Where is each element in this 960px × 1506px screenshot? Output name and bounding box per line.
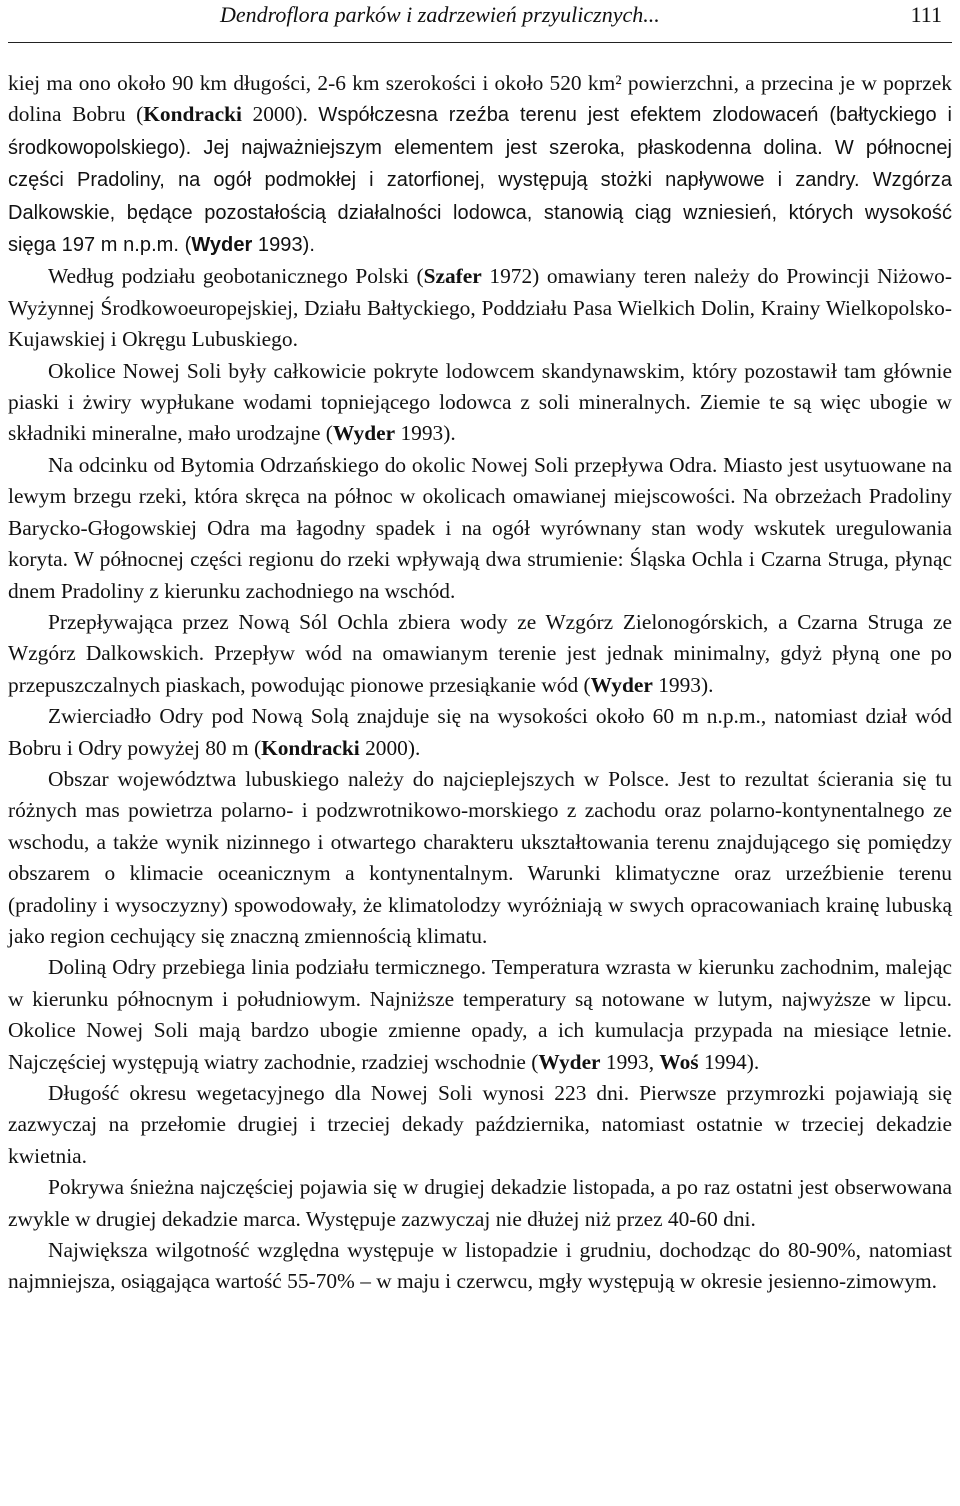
paragraph-p7	[8, 764, 952, 952]
text-run: Okolice Nowej Soli były całkowicie pokryte lodowcem skandynawskim, który pozostawił tam głównie piaski i żwiry wypłukane wodami topniejącego lodowca z soli mineralnych. Ziemie te są więc ubogie w składniki mineralne, mało urodzajne (	[8, 358, 952, 446]
body-text	[8, 68, 952, 1298]
text-run: 1993).	[652, 672, 714, 697]
text-run: 1994).	[698, 1049, 760, 1074]
citation-author: Wyder	[332, 421, 396, 446]
citation-author: Kondracki	[143, 102, 242, 127]
page-number: 111	[910, 2, 942, 27]
paragraph-p6	[8, 701, 952, 764]
text-run: 1993,	[600, 1049, 660, 1074]
citation-author: Szafer	[423, 264, 482, 289]
citation-author: Wyder	[590, 672, 653, 697]
text-run: Współczesna rzeźba terenu jest efektem zlodowaceń (bałtyckiego i środkowopolskiego). Jej najważniejszym elementem jest szeroka, płaskodenna dolina. W północnej części Pradoliny, na ogół podmokłej i zatorfionej, występują stożki napływowe i zandry. Wzgórza Dalkowskie, będące pozostałością działalności lodowca, stanowią ciąg wzniesień, których wysokość sięga 197 m n.p.m. (	[8, 104, 953, 257]
text-run: 1993).	[395, 421, 456, 446]
paragraph-p11	[8, 1235, 952, 1298]
text-run: Długość okresu wegetacyjnego dla Nowej Soli wynosi 223 dni. Pierwsze przymrozki pojawiają się zazwyczaj na przełomie drugiej i trzeciej dekady października, natomiast ostatnie w trzeciej dekadzie kwietnia.	[8, 1081, 952, 1168]
citation-author: Wyder	[538, 1049, 601, 1074]
text-run: 2000).	[359, 735, 421, 760]
paragraph-p3	[8, 356, 952, 450]
paragraph-p9	[8, 1078, 952, 1172]
text-run: Doliną Odry przebiega linia podziału termicznego. Temperatura wzrasta w kierunku zachodnim, malejąc w kierunku północnym i południowym. Najniższe temperatury są notowane w lutym, najwyższe w lipcu. Okolice Nowej Soli mają bardzo ubogie zmienne opady, a ich kumulacja przypada na miesiące letnie. Najczęściej występują wiatry zachodnie, rzadziej wschodnie (	[8, 955, 952, 1074]
text-run: Na odcinku od Bytomia Odrzańskiego do okolic Nowej Soli przepływa Odra. Miasto jest usytuowane na lewym brzegu rzeki, która skręca na północ w okolicach omawianej miejscowości. Na obrzeżach Pradoliny Barycko-Głogowskiej Odra ma łagodny spadek i na ogół wyrównany stan wody wskutek uregulowania koryta. W północnej części regionu do rzeki wpływają dwa strumienie: Śląska Ochla i Czarna Struga, płynąc dnem Pradoliny z kierunku zachodniego na wschód.	[8, 452, 952, 603]
paragraph-p5	[8, 607, 952, 701]
text-run: Obszar województwa lubuskiego należy do najcieplejszych w Polsce. Jest to rezultat ścierania się tu różnych mas powietrza polarno- i podzwrotnikowo-morskiego z zachodu oraz polarno-kontynentalnego ze wschodu, a także wynik nizinnego i otwartego charakteru ukształtowania terenu znajdującego się pomiędzy obszarem o klimacie oceanicznym a kontynentalnym. Warunki klimatyczne oraz urzeźbienie terenu (pradoliny i wysoczyzny) spowodowały, że klimatolodzy wyróżniają w swych opracowaniach krainę lubuską jako region cechujący się znaczną zmiennością klimatu.	[8, 766, 952, 948]
paragraph-p1	[8, 68, 952, 261]
running-title: Dendroflora parków i zadrzewień przyulicznych...	[220, 2, 660, 27]
text-run: Największa wilgotność względna występuje w listopadzie i grudniu, dochodząc do 80-90%, natomiast najmniejsza, osiągająca wartość 55-70% – w maju i czerwcu, mgły występują w okresie jesienno-zimowym.	[8, 1238, 952, 1294]
text-run: Przepływająca przez Nową Sól Ochla zbiera wody ze Wzgórz Zielonogórskich, a Czarna Struga ze Wzgórz Dalkowskich. Przepływ wód na omawianym terenie jest jednak minimalny, gdyż płyną one po przepuszczalnych piaskach, powodując pionowe przesiąkanie wód (	[8, 609, 952, 697]
text-run: 2000).	[241, 102, 319, 127]
text-run: Zwierciadło Odry pod Nową Solą znajduje się na wysokości około 60 m n.p.m., natomiast dział wód Bobru i Odry powyżej 80 m (	[8, 704, 952, 760]
text-run: Według podziału geobotanicznego Polski (	[48, 264, 424, 289]
citation-author: Kondracki	[261, 735, 360, 760]
text-run: Pokrywa śnieżna najczęściej pojawia się w drugiej dekadzie listopada, a po raz ostatni jest obserwowana zwykle w drugiej dekadzie marca. Występuje zazwyczaj nie dłużej niż przez 40-60 dni.	[8, 1175, 952, 1231]
paragraph-p10	[8, 1172, 952, 1235]
citation-author: Wyder	[191, 234, 253, 257]
citation-author: Woś	[659, 1049, 699, 1074]
text-run: kiej ma ono około 90 km długości, 2-6 km szerokości i około 520 km² powierzchni, a przecina je w poprzek dolina Bobru (	[8, 71, 952, 127]
page	[8, 0, 952, 1298]
text-run: 1972) omawiany teren należy do Prowincji Niżowo-Wyżynnej Środkowoeuropejskiej, Działu Bałtyckiego, Poddziału Pasa Wielkich Dolin, Krainy Wielkopolsko-Kujawskiej i Okręgu Lubuskiego.	[8, 264, 952, 352]
running-header	[8, 0, 952, 43]
paragraph-p2	[8, 261, 952, 355]
paragraph-p8	[8, 952, 952, 1078]
text-run: 1993).	[252, 234, 315, 257]
paragraph-p4	[8, 450, 952, 607]
